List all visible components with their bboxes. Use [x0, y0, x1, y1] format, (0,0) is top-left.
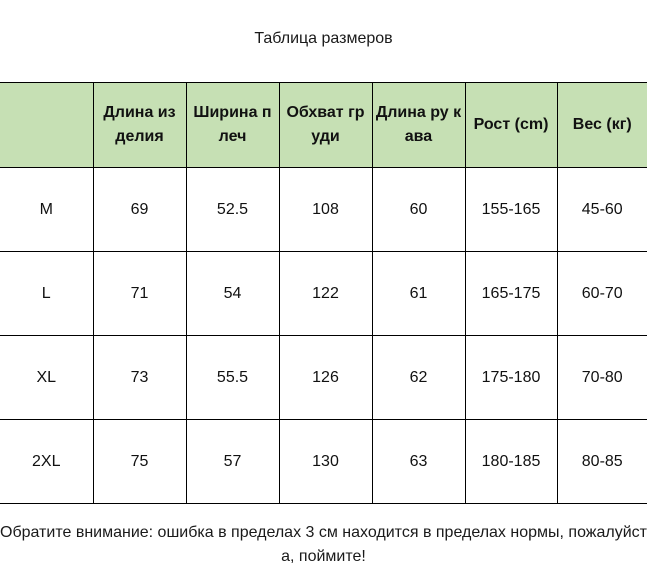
table-cell: 126 [279, 336, 372, 420]
table-cell: 70-80 [557, 336, 647, 420]
header-cell-length: Длина из делия [93, 83, 186, 168]
table-cell: 45-60 [557, 168, 647, 252]
size-chart-table [0, 82, 647, 504]
table-row [0, 336, 647, 420]
table-cell: 54 [186, 252, 279, 336]
table-cell: 180-185 [465, 420, 557, 504]
table-row [0, 168, 647, 252]
table-cell: 69 [93, 168, 186, 252]
table-cell: 130 [279, 420, 372, 504]
table-cell: 80-85 [557, 420, 647, 504]
table-cell: 175-180 [465, 336, 557, 420]
table-cell: 71 [93, 252, 186, 336]
table-row [0, 252, 647, 336]
size-cell: XL [0, 336, 93, 420]
table-cell: 108 [279, 168, 372, 252]
table-cell: 122 [279, 252, 372, 336]
table-header-row [0, 83, 647, 168]
header-cell-height: Рост (cm) [465, 83, 557, 168]
page-title: Таблица размеров [254, 30, 393, 47]
table-cell: 60-70 [557, 252, 647, 336]
size-cell: L [0, 252, 93, 336]
table-cell: 62 [372, 336, 465, 420]
header-cell-shoulder: Ширина п леч [186, 83, 279, 168]
header-cell-weight: Вес (кг) [557, 83, 647, 168]
size-cell: 2XL [0, 420, 93, 504]
table-cell: 73 [93, 336, 186, 420]
size-cell: M [0, 168, 93, 252]
table-cell: 75 [93, 420, 186, 504]
table-cell: 60 [372, 168, 465, 252]
table-row [0, 420, 647, 504]
table-cell: 55.5 [186, 336, 279, 420]
table-cell: 57 [186, 420, 279, 504]
table-cell: 155-165 [465, 168, 557, 252]
table-cell: 63 [372, 420, 465, 504]
table-cell: 52.5 [186, 168, 279, 252]
table-cell: 165-175 [465, 252, 557, 336]
header-cell-sleeve: Длина ру кава [372, 83, 465, 168]
header-cell-size [0, 83, 93, 168]
table-cell: 61 [372, 252, 465, 336]
header-cell-chest: Обхват гр уди [279, 83, 372, 168]
note-text: Обратите внимание: ошибка в пределах 3 см находится в пределах нормы, пожалуйста, поймите! [0, 524, 647, 565]
